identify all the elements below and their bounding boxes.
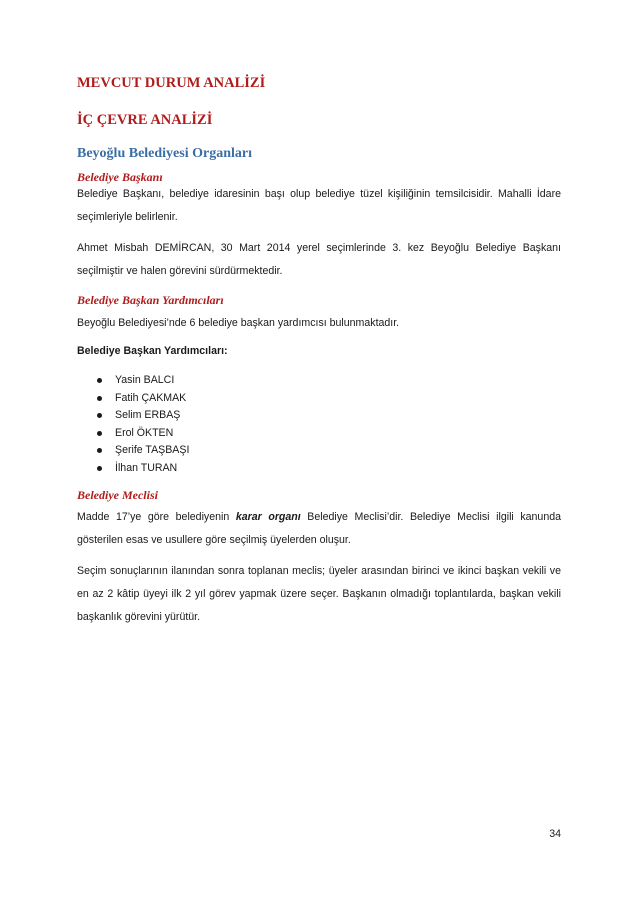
bullet-icon	[97, 378, 102, 383]
heading-municipal-council: Belediye Meclisi	[77, 488, 158, 502]
bullet-icon	[97, 466, 102, 471]
member-name: Fatih ÇAKMAK	[115, 391, 187, 404]
heading-deputy-mayors: Belediye Başkan Yardımcıları	[77, 293, 224, 307]
document-page	[77, 0, 561, 903]
member-name: Şerife TAŞBAŞI	[115, 444, 190, 456]
mayor-paragraph-2: Ahmet Misbah DEMİRCAN, 30 Mart 2014 yerel seçimlerinde 3. kez Beyoğlu Belediye Başkanı seçilmiştir ve halen görevini sürdürmektedir.	[77, 242, 561, 277]
heading-municipality-organs: Beyoğlu Belediyesi Organları	[77, 146, 252, 161]
council-paragraph-1-start: Madde 17’ye göre belediyenin	[77, 511, 236, 523]
member-name: Erol ÖKTEN	[115, 426, 174, 439]
deputy-mayors-list	[97, 372, 189, 477]
bullet-icon	[97, 396, 102, 401]
mayor-paragraph-1: Belediye Başkanı, belediye idaresinin başı olup belediye tüzel kişiliğinin temsilcisidir. Mahalli İdare seçimleriyle belirlenir.	[77, 188, 561, 223]
heading-internal-environment-analysis: İÇ ÇEVRE ANALİZİ	[77, 112, 213, 128]
member-name: Yasin BALCI	[115, 374, 175, 386]
member-name: İlhan TURAN	[115, 461, 178, 474]
list-item	[97, 425, 189, 443]
list-item	[97, 460, 189, 478]
list-item	[97, 372, 189, 390]
deputy-mayors-paragraph: Beyoğlu Belediyesi’nde 6 belediye başkan yardımcısı bulunmaktadır.	[77, 317, 400, 329]
council-paragraph-2: Seçim sonuçlarının ilanından sonra toplanan meclis; üyeler arasından birinci ve ikinci başkan vekili ve en az 2 kâtip üyeyi ilk 2 yıl görev yapmak üzere seçer. Başkanın olmadığı toplantılarda, başkan vekili başkanlık görevini yürütür.	[77, 565, 561, 623]
deputy-mayors-list-label: Belediye Başkan Yardımcıları:	[77, 345, 228, 357]
heading-current-status-analysis: MEVCUT DURUM ANALİZİ	[77, 75, 266, 91]
bullet-icon	[97, 448, 102, 453]
list-item	[97, 442, 189, 460]
bullet-icon	[97, 413, 102, 418]
bullet-icon	[97, 431, 102, 436]
council-paragraph-1	[77, 506, 561, 552]
list-item	[97, 390, 189, 408]
page-number: 34	[549, 828, 561, 840]
decision-organ-emphasis: karar organı	[235, 511, 301, 523]
council-paragraph-1-end: Belediye Meclisi’dir. Belediye Meclisi ilgili kanunda gösterilen esas ve usullere göre seçilmiş üyelerden oluşur.	[77, 511, 561, 546]
member-name: Selim ERBAŞ	[115, 409, 181, 421]
list-item	[97, 407, 189, 425]
heading-mayor: Belediye Başkanı	[77, 170, 163, 184]
